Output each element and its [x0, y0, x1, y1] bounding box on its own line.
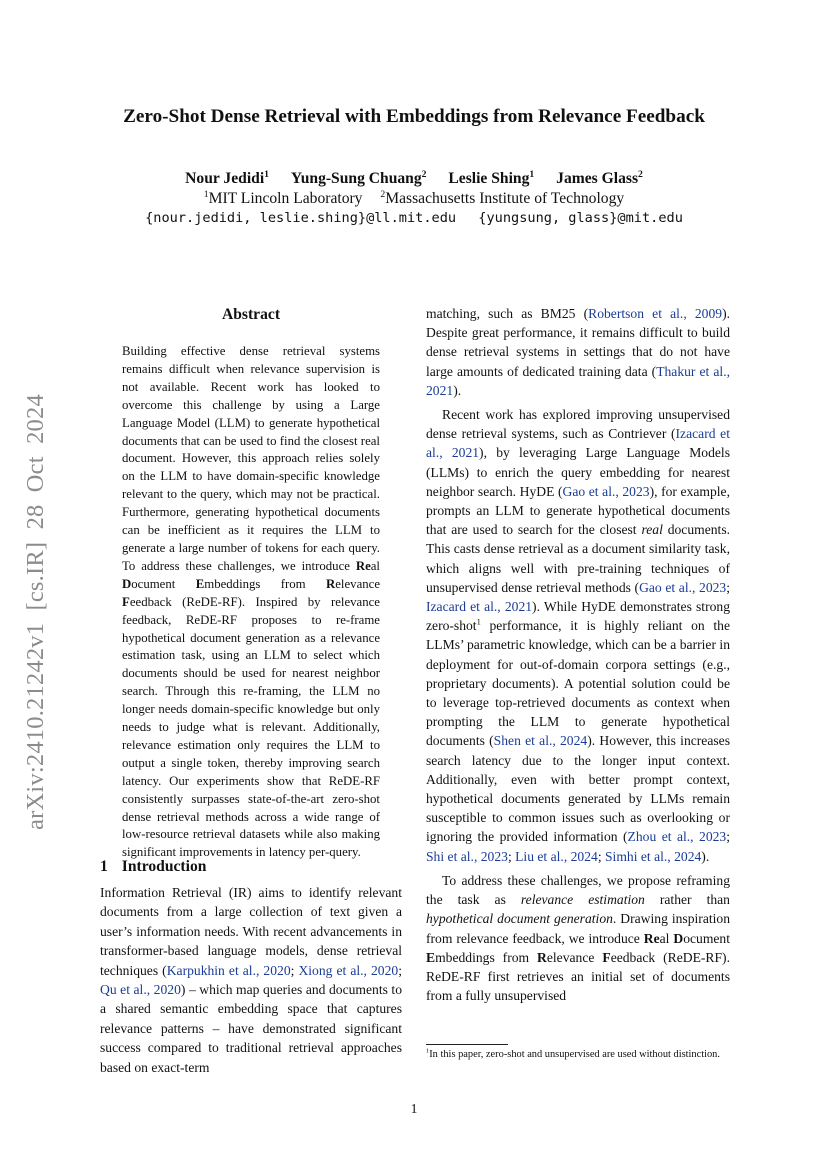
author-item	[185, 170, 269, 187]
citation-link[interactable]: Qu et al., 2020	[100, 982, 181, 998]
section-number: 1	[100, 858, 108, 875]
abstract-body: Building effective dense retrieval systems remains difficult when relevance supervision is not available. Recent work has looked to overcome this challenge by using a Large Language Model (LLM) to generate hypothetical documents that can be used to find the closest real document. However, this approach relies solely on the LLM to have domain-specific knowledge relevant to the query, which may not be practical. Furthermore, generating hypothetical documents can be inefficient as it requires the LLM to generate a large number of tokens for each query. To address these challenges, we introduce Real Document Embeddings from Relevance Feedback (ReDE-RF). Inspired by relevance feedback, ReDE-RF proposes to re-frame hypothetical document generation as a relevance estimation task, using an LLM to select which documents should be used for nearest neighbor search. Through this re-framing, the LLM no longer needs domain-specific knowledge but only needs to judge what is relevant. Additionally, relevance estimation only requires the LLM to output a single token, thereby improving search latency. Our experiments show that ReDE-RF consistently surpasses state-of-the-art zero-shot dense retrieval methods across a wide range of low-resource retrieval datasets while also making significant improvements in latency per-query.	[122, 344, 381, 860]
citation-link[interactable]: Shi et al., 2023	[426, 848, 508, 864]
affiliation-sup: 2	[380, 188, 386, 200]
section-heading-introduction	[100, 858, 206, 876]
citation-link[interactable]: Thakur et al., 2021	[426, 363, 730, 398]
author-list	[0, 170, 828, 188]
footnote-marker[interactable]: 1	[476, 616, 481, 627]
citation-link[interactable]: Xiong et al., 2020	[298, 962, 399, 978]
citation-link[interactable]: Simhi et al., 2024	[605, 848, 702, 864]
author-sup: 1	[264, 168, 269, 180]
author-sup: 2	[638, 168, 643, 180]
author-name: Nour Jedidi	[185, 170, 265, 187]
paragraph: To address these challenges, we propose reframing the task as relevance estimation rather than hypothetical document generation. Drawing inspiration from relevance feedback, we introduce Real Document Embeddings from Relevance Feedback (ReDE-RF). ReDE-RF first retrieves an initial set of documents from a fully unsupervised	[426, 872, 731, 1004]
arxiv-stamp-text: arXiv:2410.21242v1 [cs.IR] 28 Oct 2024	[22, 394, 49, 830]
author-name: Yung-Sung Chuang	[290, 170, 422, 187]
author-item	[291, 170, 427, 187]
footnote-rule	[426, 1044, 508, 1045]
author-sup: 1	[529, 168, 535, 180]
footnote	[426, 1048, 730, 1062]
citation-link[interactable]: Izacard et al., 2021	[426, 426, 730, 461]
author-name: Leslie Shing	[448, 170, 530, 187]
page-number: 1	[410, 1101, 418, 1116]
citation-link[interactable]: Gao et al., 2023	[639, 579, 727, 595]
paragraph: Recent work has explored improving unsupervised dense retrieval systems, such as Contriever (Izacard et al., 2021), by leveraging Large Language Models (LLMs) to enrich the query embedding for nearest neighbor search. HyDE (Gao et al., 2023), for example, prompts an LLM to generate hypothetical documents that are used to search for the closest real documents. This casts dense retrieval as a document similarity task, which aligns well with pre-training techniques of unsupervised dense retrieval methods (Gao et al., 2023; Izacard et al., 2021). While HyDE demonstrates strong zero-shot$^1$ performance, it is highly reliant on the LLMs’ parametric knowledge, which can be a barrier in deployment for out-of-domain corpora settings (e.g., proprietary documents). A potential solution could be to leverage top-retrieved documents as context when prompting the LLM to generate hypothetical documents (Shen et al., 2024). However, this increases search latency due to the longer input context. Additionally, even with better prompt context, hypothetical documents generated by LLMs remain susceptible to common issues such as overlooking or ignoring the provided information (Zhou et al., 2023; Shi et al., 2023; Liu et al., 2024; Simhi et al., 2024).	[426, 407, 731, 864]
affiliation-name: MIT Lincoln Laboratory	[208, 190, 363, 207]
citation-link[interactable]: Gao et al., 2023	[562, 483, 650, 499]
citation-link[interactable]: Shen et al., 2024	[493, 733, 588, 749]
email-item: {nour.jedidi, leslie.shing}@ll.mit.edu	[145, 210, 457, 226]
citation-link[interactable]: Liu et al., 2024	[515, 848, 598, 864]
citation-link[interactable]: Izacard et al., 2021	[426, 599, 533, 615]
affiliation-list	[0, 190, 828, 208]
affiliation-sup: 1	[203, 188, 209, 200]
citation-link[interactable]: Robertson et al., 2009	[588, 306, 723, 321]
author-item	[448, 170, 534, 187]
affiliation-item	[204, 190, 363, 207]
author-name: James Glass	[556, 170, 639, 187]
paragraph: matching, such as BM25 (Robertson et al., 2009). Despite great performance, it remains difficult to build dense retrieval systems in settings that do not have large amounts of dedicated training data (Thakur et al., 2021).	[426, 306, 731, 398]
arxiv-stamp	[18, 377, 54, 847]
footnote-text: In this paper, zero-shot and unsupervised are used without distinction.	[429, 1049, 720, 1060]
right-column	[426, 304, 730, 1005]
author-sup: 2	[421, 168, 427, 180]
abstract-heading: Abstract	[221, 306, 281, 323]
email-item: {yungsung, glass}@mit.edu	[478, 210, 683, 226]
introduction-paragraph: Information Retrieval (IR) aims to identify relevant documents from a large collection of text given a user’s information needs. With recent advancements in transformer-based language models, dense retrieval techniques (Karpukhin et al., 2020; Xiong et al., 2020; Qu et al., 2020) – which map queries and documents to a shared semantic embedding space that captures relevance patterns – have demonstrated significant success compared to traditional retrieval approaches based on exact-term	[100, 885, 403, 1075]
author-item	[556, 170, 643, 187]
citation-link[interactable]: Karpukhin et al., 2020	[166, 962, 291, 978]
email-list	[0, 210, 828, 226]
affiliation-name: Massachusetts Institute of Technology	[385, 190, 625, 207]
affiliation-item	[380, 190, 624, 207]
citation-link[interactable]: Zhou et al., 2023	[627, 829, 727, 845]
paper-title: Zero-Shot Dense Retrieval with Embeddings from Relevance Feedback	[123, 106, 705, 127]
footnote-number: 1	[426, 1047, 430, 1055]
section-title: Introduction	[121, 858, 207, 875]
